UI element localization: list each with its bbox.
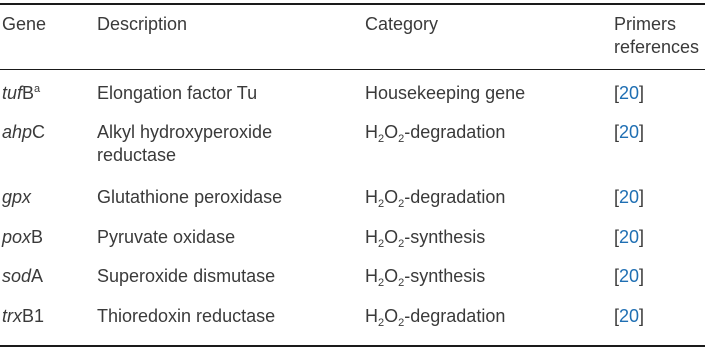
gene-suffix: B1 xyxy=(22,306,45,326)
gene-italic: tuf xyxy=(2,83,23,103)
description-cell: Pyruvate oxidase xyxy=(97,227,236,247)
table-bottom-rule xyxy=(0,345,705,347)
gene-cell xyxy=(2,186,90,209)
gene-italic: pox xyxy=(2,227,32,247)
table-top-rule xyxy=(0,3,705,5)
gene-italic: sod xyxy=(2,266,32,286)
gene-footnote-mark: a xyxy=(34,83,41,95)
gene-cell xyxy=(2,265,90,288)
gene-suffix: C xyxy=(32,122,46,142)
reference-cell: [20] xyxy=(614,227,645,247)
description-cell: Alkyl hydroxyperoxide reductase xyxy=(97,122,273,165)
reference-cell: [20] xyxy=(614,306,645,326)
reference-link[interactable]: 20 xyxy=(619,266,640,286)
header-description: Description xyxy=(97,14,188,34)
gene-suffix: B xyxy=(31,227,44,247)
reference-cell: [20] xyxy=(614,83,645,103)
description-cell: Thioredoxin reductase xyxy=(97,306,276,326)
gene-cell xyxy=(2,305,90,328)
reference-cell: [20] xyxy=(614,122,645,142)
reference-link[interactable]: 20 xyxy=(619,227,640,247)
gene-italic: trx xyxy=(2,306,22,326)
category-cell: Housekeeping gene xyxy=(365,83,526,103)
gene-cell xyxy=(2,82,90,105)
header-primers-references: Primers references xyxy=(614,14,700,57)
gene-suffix: B xyxy=(22,83,35,103)
reference-link[interactable]: 20 xyxy=(619,187,640,207)
gene-italic: gpx xyxy=(2,187,32,207)
category-cell: $H_2O_2$-degradation xyxy=(365,306,506,329)
description-cell: Superoxide dismutase xyxy=(97,266,276,286)
gene-cell xyxy=(2,226,90,249)
gene-cell xyxy=(2,121,90,144)
gene-suffix: A xyxy=(31,266,44,286)
table-header-rule xyxy=(0,69,705,70)
reference-cell: [20] xyxy=(614,187,645,207)
reference-link[interactable]: 20 xyxy=(619,306,640,326)
category-cell: $H_2O_2$-degradation xyxy=(365,122,506,145)
category-cell: $H_2O_2$-synthesis xyxy=(365,227,486,250)
category-cell: $H_2O_2$-degradation xyxy=(365,187,506,210)
reference-link[interactable]: 20 xyxy=(619,122,640,142)
description-cell: Glutathione peroxidase xyxy=(97,187,283,207)
category-cell: $H_2O_2$-synthesis xyxy=(365,266,486,289)
reference-cell: [20] xyxy=(614,266,645,286)
description-cell: Elongation factor Tu xyxy=(97,83,258,103)
reference-link[interactable]: 20 xyxy=(619,83,640,103)
header-gene: Gene xyxy=(2,14,47,34)
gene-italic: ahp xyxy=(2,122,33,142)
header-category: Category xyxy=(365,14,439,34)
